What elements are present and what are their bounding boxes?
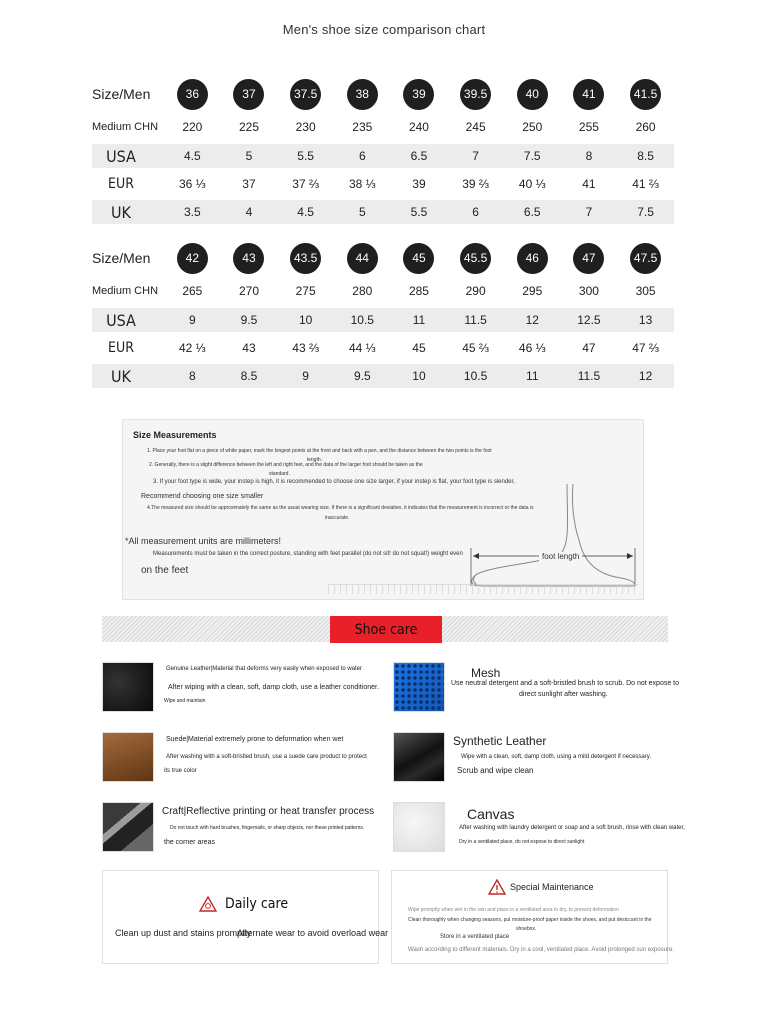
usa-row: [92, 144, 674, 168]
care-title: Mesh: [471, 666, 501, 680]
size-value: 9.5: [353, 369, 371, 383]
size-value: 11: [412, 313, 426, 327]
size-value: 4.5: [297, 205, 314, 219]
size-value: 10.5: [463, 369, 488, 383]
size-cell: [563, 243, 615, 274]
eur-label: EUR: [108, 176, 134, 192]
size-value: 10: [412, 369, 426, 383]
size-value: 6: [472, 205, 479, 219]
size-value: 8.5: [240, 369, 258, 383]
size-value: 275: [295, 284, 316, 298]
size-badge: 44: [347, 243, 378, 274]
size-value: 265: [182, 284, 203, 298]
size-value: 37 ⅔: [292, 177, 319, 191]
size-men-label: Size/Men: [92, 250, 151, 266]
size-cell: [450, 79, 502, 110]
size-badge: 37.5: [290, 79, 321, 110]
size-value: 38 ⅓: [348, 177, 376, 191]
size-value: 43 ⅔: [292, 341, 319, 355]
special-line: Wash according to different materials. Dry in a cool, ventilated place. Avoid prolonged sun exposure.: [408, 947, 675, 953]
size-value: 45 ⅔: [462, 341, 489, 355]
size-cell: [223, 79, 275, 110]
size-value: 270: [238, 284, 259, 298]
ruler: [328, 584, 638, 594]
size-value: 8: [188, 369, 196, 383]
size-men-label: Size/Men: [92, 86, 151, 102]
size-badge: 38: [347, 79, 378, 110]
size-value: 41: [582, 177, 596, 191]
size-badge: 47: [573, 243, 604, 274]
craft-icon: [102, 802, 154, 852]
size-cell: [563, 79, 615, 110]
size-value: 230: [295, 120, 316, 134]
step-3-cont: Recommend choosing one size smaller: [141, 493, 264, 500]
size-value: 6.5: [410, 149, 428, 163]
size-value: 250: [522, 120, 543, 134]
chn-label: Medium CHN: [92, 285, 159, 297]
step-3: 3. If your foot type is wide, your instep is high, it is recommended to choose one size larger, if your instep is flat, your foot type is slender,: [153, 479, 515, 485]
size-cell: [393, 79, 445, 110]
special-maintenance-panel: [391, 870, 675, 964]
size-value: 12: [638, 369, 653, 383]
size-value: 7.5: [523, 149, 541, 163]
size-cell: [620, 243, 672, 274]
care-title: Genuine Leather|Material that deforms very easily when exposed to water: [166, 666, 362, 672]
eur-label: EUR: [108, 340, 134, 356]
usa-label: USA: [106, 146, 136, 166]
size-cell: [280, 79, 332, 110]
size-value: 46 ⅓: [518, 341, 546, 355]
special-line: Store in a ventilated place: [440, 934, 510, 940]
size-cell: [393, 243, 445, 274]
size-cell: [166, 243, 218, 274]
size-value: 43: [242, 341, 256, 355]
size-value: 39 ⅔: [462, 177, 489, 191]
size-value: 42 ⅓: [178, 341, 206, 355]
usa-row: [92, 308, 674, 332]
size-value: 290: [465, 284, 486, 298]
size-value: 6.5: [523, 205, 541, 219]
care-line: Scrub and wipe clean: [457, 766, 534, 775]
chn-row: [92, 278, 674, 304]
size-value: 285: [408, 284, 429, 298]
size-badge: 43: [233, 243, 264, 274]
size-badge: 39.5: [460, 79, 491, 110]
size-value: 7: [472, 149, 479, 163]
size-value: 225: [238, 120, 259, 134]
posture-note-cont: on the feet: [141, 565, 189, 576]
synthetic-leather-icon: [393, 732, 445, 782]
care-item-synthetic-leather: [393, 732, 683, 784]
size-value: 12: [525, 313, 539, 327]
step-1-cont: length.: [307, 457, 323, 463]
size-cell: [336, 243, 388, 274]
care-line: Do not touch with hard brushes, fingernails, or sharp objects, nor these printed patterns.: [170, 825, 365, 831]
size-value: 47: [582, 341, 596, 355]
size-cell: [506, 79, 558, 110]
size-value: 245: [465, 120, 486, 134]
size-value: 39: [412, 177, 426, 191]
care-line: its true color: [164, 768, 197, 774]
usa-label: USA: [106, 310, 136, 330]
size-value: 240: [408, 120, 429, 134]
size-badge: 39: [403, 79, 434, 110]
size-table-2: [92, 238, 674, 388]
size-value: 9.5: [240, 313, 258, 327]
shoe-care-banner: Shoe care: [330, 616, 442, 643]
size-cell: [450, 243, 502, 274]
size-value: 8: [585, 149, 593, 163]
size-row: [92, 238, 674, 278]
size-badge: 42: [177, 243, 208, 274]
size-measurement-panel: [122, 419, 644, 600]
page-title: Men's shoe size comparison chart: [282, 22, 486, 37]
special-line: Wipe promptly when wet in the rain and place in a ventilated area to dry, to prevent deformation: [408, 907, 619, 913]
uk-row: [92, 364, 674, 388]
size-value: 10.5: [350, 313, 374, 327]
size-cell: [620, 79, 672, 110]
size-value: 5.5: [297, 149, 314, 163]
care-line: After washing with laundry detergent or soap and a soft brush, rinse with clean water,: [459, 825, 685, 831]
size-badge: 36: [177, 79, 208, 110]
posture-note: Measurements must be taken in the correct posture, standing with feet parallel (do not sit! do not squat!) weight even: [153, 551, 463, 557]
care-line: Use neutral detergent and a soft-bristled brush to scrub. Do not expose to: [451, 680, 680, 687]
care-item-mesh: [393, 662, 683, 714]
special-line: Clean thoroughly when changing seasons, put moisture-proof paper inside the shoes, and put desiccant in the: [408, 917, 652, 923]
care-item-craft: [102, 802, 392, 854]
size-value: 295: [522, 284, 543, 298]
size-value: 36 ⅓: [178, 177, 206, 191]
care-line: Dry in a ventilated place, do not expose to direct sunlight: [459, 839, 585, 845]
size-value: 7: [585, 205, 593, 219]
step-4-cont: inaccurate.: [325, 515, 350, 521]
size-value: 255: [578, 120, 599, 134]
foot-illustration: [463, 478, 643, 588]
size-badge: 45.5: [460, 243, 491, 274]
size-value: 3.5: [183, 205, 201, 219]
care-item-leather: [102, 662, 382, 714]
step-1: 1. Place your foot flat on a piece of white paper, mark the longest points at the front and back with a pen, and the distance between the two points is the foot: [147, 448, 492, 454]
size-value: 11.5: [577, 369, 601, 383]
size-badge: 43.5: [290, 243, 321, 274]
size-badge: 37: [233, 79, 264, 110]
size-value: 8.5: [637, 149, 654, 163]
uk-row: [92, 200, 674, 224]
size-badge: 47.5: [630, 243, 661, 274]
step-2: 2. Generally, there is a slight difference between the left and right feet, and the data of the larger foot should be taken as the: [149, 462, 423, 468]
care-line: After washing with a soft-bristled brush, use a suede care product to protect: [166, 754, 367, 760]
size-value: 220: [182, 120, 203, 134]
step-4: 4.The measured size should be approximately the same as the usual wearing size. If there is a significant deviation, it indicates that the measurement is incorrect or the data is: [147, 505, 534, 511]
size-value: 45: [412, 341, 426, 355]
care-line: Wipe and maintain: [164, 698, 206, 704]
size-table-1: [92, 74, 674, 224]
eur-row: [92, 168, 674, 200]
step-2-cont: standard.: [269, 471, 290, 477]
warning-icon: [199, 896, 217, 912]
size-value: 9: [188, 313, 196, 327]
special-line: shoebox.: [516, 926, 537, 932]
suede-icon: [102, 732, 154, 782]
size-badge: 45: [403, 243, 434, 274]
size-value: 235: [352, 120, 373, 134]
size-value: 300: [578, 284, 599, 298]
size-badge: 41.5: [630, 79, 661, 110]
care-title: Synthetic Leather: [453, 734, 547, 748]
chn-row: [92, 114, 674, 140]
daily-care-heading: [199, 896, 288, 912]
size-value: 4: [245, 205, 253, 219]
size-value: 9: [302, 369, 309, 383]
care-title: Canvas: [467, 806, 515, 822]
size-value: 12.5: [577, 313, 601, 327]
size-badge: 46: [517, 243, 548, 274]
care-title: Suede|Material extremely prone to deformation when wet: [166, 736, 344, 743]
size-value: 305: [635, 284, 656, 298]
canvas-icon: [393, 802, 445, 852]
size-value: 41 ⅔: [632, 177, 659, 191]
care-title: Craft|Reflective printing or heat transfer process: [162, 806, 375, 817]
size-value: 4.5: [183, 149, 201, 163]
size-value: 44 ⅓: [348, 341, 376, 355]
size-value: 11: [526, 369, 539, 383]
care-item-suede: [102, 732, 392, 784]
size-value: 11.5: [464, 313, 487, 327]
size-value: 5.5: [410, 205, 428, 219]
warning-icon: [488, 879, 506, 895]
size-cell: [336, 79, 388, 110]
size-row: [92, 74, 674, 114]
size-cell: [223, 243, 275, 274]
care-line: the corner areas: [164, 839, 215, 846]
daily-care-panel: [102, 870, 389, 964]
size-value: 40 ⅓: [518, 177, 546, 191]
size-value: 10: [298, 313, 313, 327]
chn-label: Medium CHN: [92, 121, 159, 133]
care-line: direct sunlight after washing.: [519, 691, 608, 698]
mesh-icon: [393, 662, 445, 712]
units-note: *All measurement units are millimeters!: [125, 536, 282, 546]
daily-care-item: Alternate wear to avoid overload wear: [237, 928, 389, 938]
size-value: 13: [638, 313, 653, 327]
care-line: Wipe with a clean, soft, damp cloth, using a mild detergent if necessary.: [461, 754, 651, 760]
size-value: 47 ⅔: [632, 341, 659, 355]
daily-care-item: Clean up dust and stains promptly: [115, 928, 252, 938]
size-value: 7.5: [637, 205, 654, 219]
uk-label: UK: [111, 366, 131, 386]
size-badge: 40: [517, 79, 548, 110]
size-value: 280: [352, 284, 373, 298]
size-badge: 41: [573, 79, 604, 110]
size-cell: [280, 243, 332, 274]
care-line: After wiping with a clean, soft, damp cloth, use a leather conditioner.: [168, 684, 379, 691]
size-value: 260: [635, 120, 656, 134]
measurement-title: Size Measurements: [133, 430, 217, 440]
size-value: 5: [245, 149, 253, 163]
size-value: 5: [358, 205, 366, 219]
foot-length-label: foot length: [539, 552, 582, 561]
special-maintenance-title: Special Maintenance: [510, 882, 594, 892]
special-maintenance-heading: [488, 879, 594, 895]
size-cell: [506, 243, 558, 274]
size-value: 37: [242, 177, 256, 191]
eur-row: [92, 332, 674, 364]
size-value: 6: [358, 149, 366, 163]
uk-label: UK: [111, 202, 131, 222]
leather-icon: [102, 662, 154, 712]
care-item-canvas: [393, 802, 683, 854]
size-cell: [166, 79, 218, 110]
daily-care-title: Daily care: [225, 896, 289, 912]
